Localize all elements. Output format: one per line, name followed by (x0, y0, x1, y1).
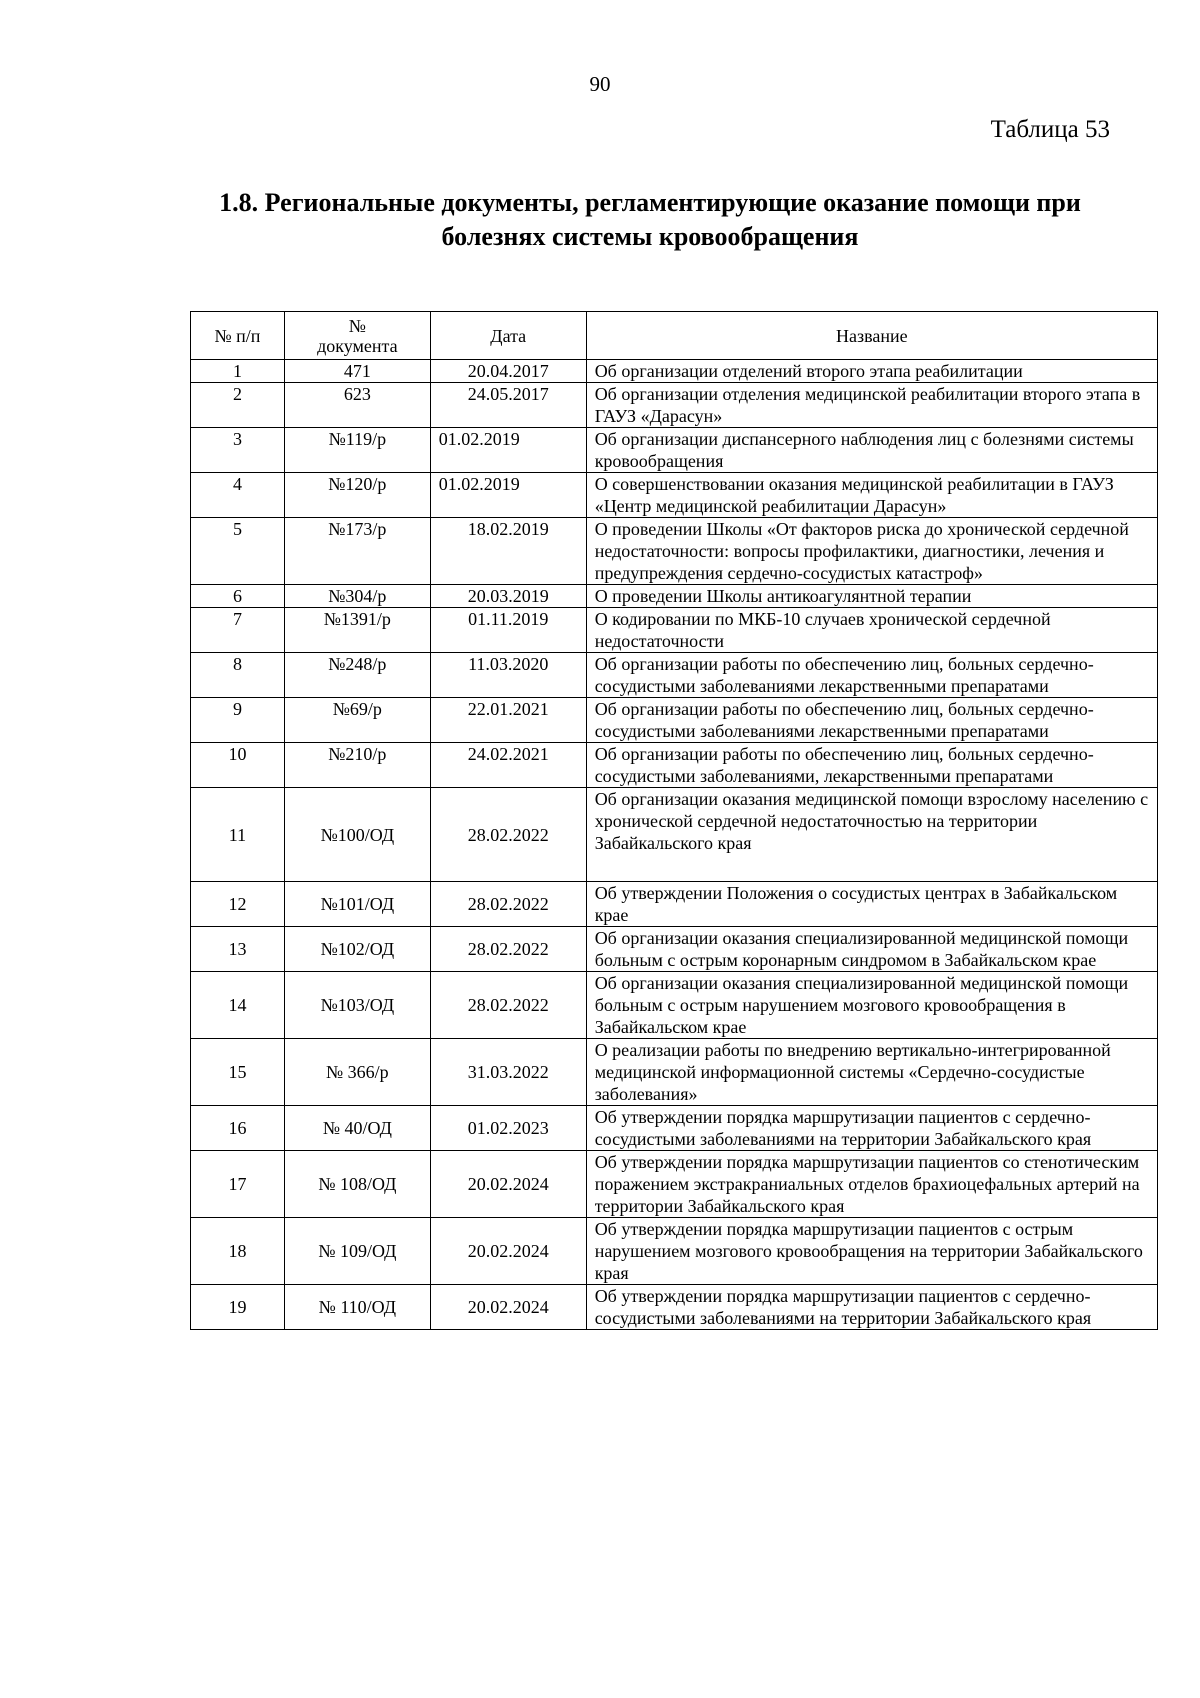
row-date: 24.02.2021 (430, 743, 586, 788)
row-name: Об организации оказания медицинской помощи взрослому населению с хронической сердечной недостаточностью на территории Забайкальского края (586, 788, 1157, 882)
row-name: Об организации работы по обеспечению лиц, больных сердечно-сосудистыми заболеваниями, лекарственными препаратами (586, 743, 1157, 788)
row-num: 17 (191, 1151, 285, 1218)
table-row (191, 383, 1158, 428)
row-date: 20.02.2024 (430, 1151, 586, 1218)
row-name: Об утверждении порядка маршрутизации пациентов с сердечно-сосудистыми заболеваниями на территории Забайкальского края (586, 1285, 1157, 1330)
page-number: 90 (589, 72, 611, 96)
row-date: 31.03.2022 (430, 1039, 586, 1106)
row-num: 10 (191, 743, 285, 788)
row-name: Об организации оказания специализированной медицинской помощи больным с острым коронарным синдромом в Забайкальском крае (586, 927, 1157, 972)
row-num: 2 (191, 383, 285, 428)
row-num: 9 (191, 698, 285, 743)
table-row (191, 1151, 1158, 1218)
header-doc-number (284, 312, 430, 360)
section-title-line-2: болезнях системы кровообращения (441, 222, 859, 251)
table-row (191, 788, 1158, 882)
row-num: 16 (191, 1106, 285, 1151)
table-row (191, 1218, 1158, 1285)
row-doc-number: №103/ОД (284, 972, 430, 1039)
row-date: 20.03.2019 (430, 585, 586, 608)
row-num: 1 (191, 360, 285, 383)
row-doc-number: №101/ОД (284, 882, 430, 927)
header-name: Название (586, 312, 1157, 360)
table-row (191, 698, 1158, 743)
header-date: Дата (430, 312, 586, 360)
row-doc-number: 471 (284, 360, 430, 383)
row-num: 5 (191, 518, 285, 585)
table-row (191, 360, 1158, 383)
row-date: 28.02.2022 (430, 927, 586, 972)
row-num: 15 (191, 1039, 285, 1106)
row-num: 7 (191, 608, 285, 653)
table-row (191, 1039, 1158, 1106)
table-row (191, 585, 1158, 608)
row-date: 18.02.2019 (430, 518, 586, 585)
row-num: 11 (191, 788, 285, 882)
row-date: 11.03.2020 (430, 653, 586, 698)
row-doc-number: №210/р (284, 743, 430, 788)
row-doc-number: №304/р (284, 585, 430, 608)
row-date: 01.11.2019 (430, 608, 586, 653)
header-num: № п/п (191, 312, 285, 360)
row-doc-number: №173/р (284, 518, 430, 585)
table-row (191, 1285, 1158, 1330)
row-num: 12 (191, 882, 285, 927)
row-date: 20.02.2024 (430, 1285, 586, 1330)
row-name: Об утверждении Положения о сосудистых центрах в Забайкальском крае (586, 882, 1157, 927)
table-row (191, 882, 1158, 927)
row-num: 8 (191, 653, 285, 698)
row-doc-number: №100/ОД (284, 788, 430, 882)
row-name: Об утверждении порядка маршрутизации пациентов со стенотическим поражением экстракраниальных отделов брахиоцефальных артерий на территории Забайкальского края (586, 1151, 1157, 1218)
row-date: 01.02.2023 (430, 1106, 586, 1151)
row-name: Об организации оказания специализированной медицинской помощи больным с острым нарушением мозгового кровообращения в Забайкальском крае (586, 972, 1157, 1039)
row-name: О реализации работы по внедрению вертикально-интегрированной медицинской информационной системы «Сердечно-сосудистые заболевания» (586, 1039, 1157, 1106)
section-title (150, 186, 1150, 254)
row-name: Об утверждении порядка маршрутизации пациентов с сердечно-сосудистыми заболеваниями на территории Забайкальского края (586, 1106, 1157, 1151)
header-doc-line-1: № (348, 315, 366, 336)
row-doc-number: № 40/ОД (284, 1106, 430, 1151)
row-num: 3 (191, 428, 285, 473)
row-date: 28.02.2022 (430, 788, 586, 882)
row-name: О проведении Школы антикоагулянтной терапии (586, 585, 1157, 608)
row-doc-number: №1391/р (284, 608, 430, 653)
row-date: 22.01.2021 (430, 698, 586, 743)
row-name: О кодировании по МКБ-10 случаев хронической сердечной недостаточности (586, 608, 1157, 653)
row-doc-number: №120/р (284, 473, 430, 518)
table-row (191, 927, 1158, 972)
row-doc-number: № 110/ОД (284, 1285, 430, 1330)
row-name: О совершенствовании оказания медицинской реабилитации в ГАУЗ «Центр медицинской реабилитации Дарасун» (586, 473, 1157, 518)
table-row (191, 653, 1158, 698)
row-name: Об организации отделения медицинской реабилитации второго этапа в ГАУЗ «Дарасун» (586, 383, 1157, 428)
row-doc-number: №102/ОД (284, 927, 430, 972)
row-doc-number: № 109/ОД (284, 1218, 430, 1285)
table-caption: Таблица 53 (990, 116, 1110, 143)
table-row (191, 428, 1158, 473)
row-doc-number: №69/р (284, 698, 430, 743)
row-date: 28.02.2022 (430, 972, 586, 1039)
row-num: 6 (191, 585, 285, 608)
row-name: О проведении Школы «От факторов риска до хронической сердечной недостаточности: вопросы профилактики, диагностики, лечения и предупреждения сердечно-сосудистых катастроф» (586, 518, 1157, 585)
table-row (191, 473, 1158, 518)
row-date: 20.04.2017 (430, 360, 586, 383)
documents-table (190, 311, 1158, 1330)
row-num: 18 (191, 1218, 285, 1285)
table-row (191, 972, 1158, 1039)
row-doc-number: № 366/р (284, 1039, 430, 1106)
row-date: 01.02.2019 (430, 473, 586, 518)
table-row (191, 518, 1158, 585)
row-name: Об организации диспансерного наблюдения лиц с болезнями системы кровообращения (586, 428, 1157, 473)
row-date: 20.02.2024 (430, 1218, 586, 1285)
row-num: 14 (191, 972, 285, 1039)
table-header-row (191, 312, 1158, 360)
table-row (191, 608, 1158, 653)
row-date: 01.02.2019 (430, 428, 586, 473)
row-name: Об организации работы по обеспечению лиц, больных сердечно-сосудистыми заболеваниями лекарственными препаратами (586, 653, 1157, 698)
section-title-line-1: 1.8. Региональные документы, регламентирующие оказание помощи при (219, 188, 1081, 217)
row-date: 28.02.2022 (430, 882, 586, 927)
table-row (191, 1106, 1158, 1151)
row-name: Об организации работы по обеспечению лиц, больных сердечно-сосудистыми заболеваниями лекарственными препаратами (586, 698, 1157, 743)
row-num: 13 (191, 927, 285, 972)
row-num: 19 (191, 1285, 285, 1330)
row-doc-number: №248/р (284, 653, 430, 698)
row-num: 4 (191, 473, 285, 518)
row-doc-number: №119/р (284, 428, 430, 473)
header-doc-line-2: документа (317, 335, 398, 356)
table-row (191, 743, 1158, 788)
row-date: 24.05.2017 (430, 383, 586, 428)
row-doc-number: 623 (284, 383, 430, 428)
row-name: Об утверждении порядка маршрутизации пациентов с острым нарушением мозгового кровообращения на территории Забайкальского края (586, 1218, 1157, 1285)
row-name: Об организации отделений второго этапа реабилитации (586, 360, 1157, 383)
row-doc-number: № 108/ОД (284, 1151, 430, 1218)
